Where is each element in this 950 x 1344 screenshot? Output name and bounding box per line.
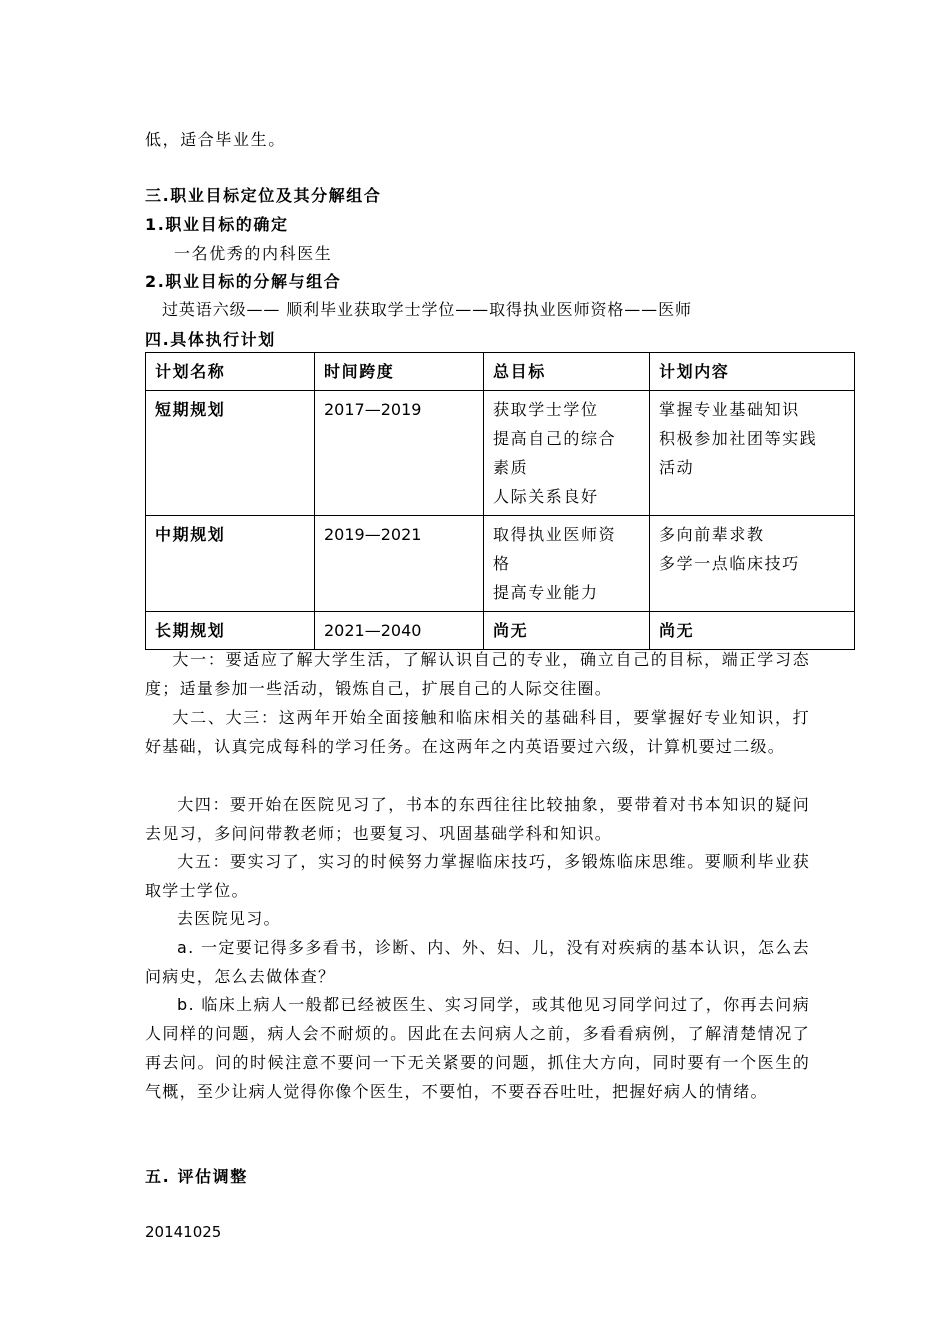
- row-plan-name: 中期规划: [146, 516, 315, 612]
- content-line: 多向前辈求教: [659, 525, 765, 544]
- table-header-row: [146, 353, 855, 391]
- goal-line: 格: [493, 554, 511, 573]
- row-time-span: 2017—2019: [315, 391, 484, 516]
- section3-sub1-heading: 1.职业目标的确定: [145, 215, 289, 234]
- goal-breakdown-text: 过英语六级—— 顺利毕业获取学士学位——取得执业医师资格——医师: [162, 300, 692, 319]
- paragraph-year1: [145, 645, 810, 703]
- paragraph-year5: [145, 847, 810, 905]
- paragraph-year4: [145, 790, 810, 848]
- content-line: 掌握专业基础知识: [659, 400, 800, 419]
- goal-line: 人际关系良好: [493, 487, 599, 506]
- content-line: 积极参加社团等实践: [659, 429, 818, 448]
- goal-line: 提高自己的综合: [493, 429, 617, 448]
- content-line: 尚无: [659, 621, 695, 640]
- row-plan-name: 短期规划: [146, 391, 315, 516]
- row-goals: [484, 516, 650, 612]
- row-goals: [484, 612, 650, 650]
- paragraph-hospital-visit: [145, 904, 810, 933]
- paragraph-text: 大四：要开始在医院见习了，书本的东西往往比较抽象，要带着对书本知识的疑问去见习，多问问带教老师；也要复习、巩固基础学科和知识。: [145, 795, 810, 843]
- section4-heading: 四.具体执行计划: [145, 330, 276, 349]
- row-time-span: 2019—2021: [315, 516, 484, 612]
- table-row: [146, 612, 855, 650]
- section3-sub2-heading: 2.职业目标的分解与组合: [145, 272, 342, 291]
- paragraph-text: b. 临床上病人一般都已经被医生、实习同学，或其他见习同学问过了，你再去问病人同样的问题，病人会不耐烦的。因此在去问病人之前，多看看病例，了解清楚情况了再去问。问的时候注意不要问一下无关紧要的问题，抓住大方向，同时要有一个医生的气概，至少让病人觉得你像个医生，不要怕，不要吞吞吐吐，把握好病人的情绪。: [145, 995, 810, 1101]
- paragraph-text: 大二、大三：这两年开始全面接触和临床相关的基础科目，要掌握好专业知识，打好基础，认真完成每科的学习任务。在这两年之内英语要过六级，计算机要过二级。: [145, 708, 810, 756]
- paragraph-text: a. 一定要记得多多看书，诊断、内、外、妇、儿，没有对疾病的基本认识，怎么去问病史，怎么去做体查？: [145, 938, 810, 986]
- table-row: [146, 391, 855, 516]
- continuation-line: 低，适合毕业生。: [145, 130, 286, 149]
- paragraph-text: 大五：要实习了，实习的时候努力掌握临床技巧，多锻炼临床思维。要顺利毕业获取学士学位。: [145, 852, 810, 900]
- goal-line: 素质: [493, 458, 529, 477]
- goal-line: 获取学士学位: [493, 400, 599, 419]
- paragraph-year2-3: [145, 703, 810, 761]
- content-line: 活动: [659, 458, 695, 477]
- header-plan-name: 计划名称: [146, 353, 315, 391]
- goal-line: 尚无: [493, 621, 529, 640]
- row-time-span: 2021—2040: [315, 612, 484, 650]
- header-time-span: 时间跨度: [315, 353, 484, 391]
- goal-line: 取得执业医师资: [493, 525, 617, 544]
- paragraph-text: 去医院见习。: [177, 909, 281, 928]
- section3-heading: 三.职业目标定位及其分解组合: [145, 186, 382, 205]
- document-date: 20141025: [145, 1223, 222, 1241]
- career-goal-text: 一名优秀的内科医生: [174, 244, 333, 263]
- paragraph-point-b: [145, 990, 810, 1106]
- row-plan-name: 长期规划: [146, 612, 315, 650]
- paragraph-text: 大一：要适应了解大学生活，了解认识自己的专业，确立自己的目标，端正学习态度；适量参加一些活动，锻炼自己，扩展自己的人际交往圈。: [145, 650, 810, 698]
- content-line: 多学一点临床技巧: [659, 554, 800, 573]
- header-plan-content: 计划内容: [650, 353, 855, 391]
- section5-heading: 五. 评估调整: [145, 1167, 248, 1186]
- paragraph-point-a: [145, 933, 810, 991]
- table-row: [146, 516, 855, 612]
- row-content: [650, 391, 855, 516]
- header-overall-goal: 总目标: [484, 353, 650, 391]
- row-content: [650, 516, 855, 612]
- row-goals: [484, 391, 650, 516]
- goal-line: 提高专业能力: [493, 583, 599, 602]
- execution-plan-table: [145, 352, 855, 650]
- row-content: [650, 612, 855, 650]
